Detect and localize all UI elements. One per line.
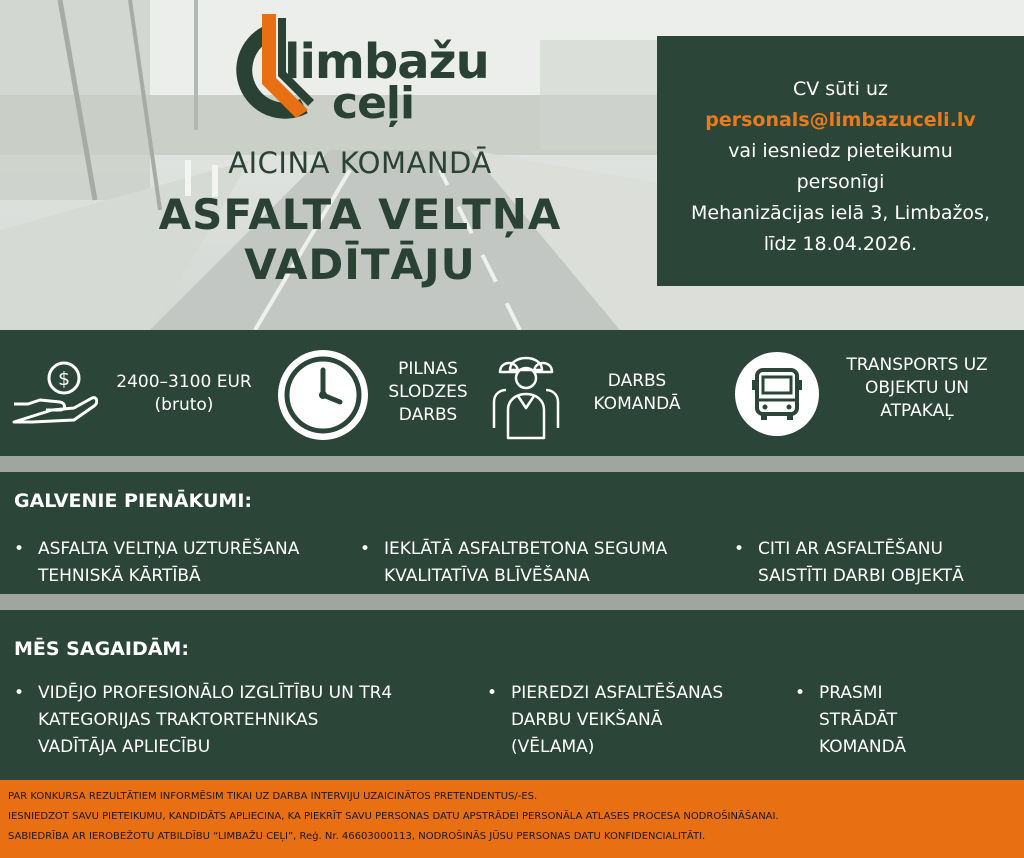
footer-line-1: PAR KONKURSA REZULTĀTIEM INFORMĒSIM TIKAI UZ DARBA INTERVIJU UZAICINĀTOS PRETENDENTUS/-ES. bbox=[8, 791, 538, 802]
requirement-item-line-1: PRASMI bbox=[819, 683, 883, 703]
duty-item-line-2: KVALITATĪVA BLĪVĒŠANA bbox=[384, 566, 590, 586]
bus-icon bbox=[735, 352, 819, 436]
cv-line-1: CV sūti uz bbox=[792, 78, 889, 100]
duty-item: • CITI AR ASFALTĒŠANU SAISTĪTI DARBI OBJEKTĀ bbox=[734, 536, 1019, 590]
fulltime-benefit bbox=[378, 358, 478, 427]
hero-banner bbox=[0, 0, 1024, 330]
cv-address: Mehanizācijas ielā 3, Limbažos, bbox=[691, 202, 990, 224]
team-line-1: DARBS bbox=[607, 371, 667, 391]
job-title-line-2: VADĪTĀJU bbox=[244, 240, 476, 289]
requirement-item-line-1: VIDĒJO PROFESIONĀLO IZGLĪTĪBU UN TR4 bbox=[38, 683, 393, 703]
job-title bbox=[110, 190, 610, 290]
legal-footer bbox=[0, 780, 1024, 858]
fulltime-line-1: PILNAS bbox=[398, 359, 458, 379]
clock-icon bbox=[278, 350, 368, 440]
requirement-item-line-3: (VĒLAMA) bbox=[511, 737, 595, 757]
divider bbox=[0, 594, 1024, 610]
team-line-2: KOMANDĀ bbox=[593, 394, 681, 414]
requirement-item: • PRASMI STRĀDĀT KOMANDĀ bbox=[795, 680, 995, 761]
workers-icon bbox=[488, 348, 564, 440]
requirement-item-line-3: KOMANDĀ bbox=[819, 737, 907, 757]
transport-line-3: ATPAKAĻ bbox=[880, 401, 954, 421]
duties-title: GALVENIE PIENĀKUMI: bbox=[14, 490, 253, 512]
footer-line-2: IESNIEDZOT SAVU PIETEIKUMU, KANDIDĀTS APLIECINA, KA PIEKRĪT SAVU PERSONAS DATU APSTRĀDEI PERSONĀLA ATLASES PROCESA NODROŠINĀŠANAI. bbox=[8, 811, 779, 822]
job-title-line-1: ASFALTA VELTŅA bbox=[158, 190, 562, 239]
duty-item: • ASFALTA VELTŅA UZTURĒŠANA TEHNISKĀ KĀRTĪBĀ bbox=[14, 536, 364, 590]
requirement-item: • PIEREDZI ASFALTĒŠANAS DARBU VEIKŠANĀ (VĒLAMA) bbox=[487, 680, 777, 761]
duty-item-line-1: ASFALTA VELTŅA UZTURĒŠANA bbox=[38, 539, 300, 559]
transport-benefit bbox=[828, 354, 1006, 423]
cv-deadline: līdz 18.04.2026. bbox=[763, 233, 918, 255]
duty-item: • IEKLĀTĀ ASFALTBETONA SEGUMA KVALITATĪVA BLĪVĒŠANA bbox=[360, 536, 740, 590]
invite-heading: AICINA KOMANDĀ bbox=[228, 146, 492, 180]
requirement-item-line-2: DARBU VEIKŠANĀ bbox=[511, 710, 663, 730]
duty-item-line-1: CITI AR ASFALTĒŠANU bbox=[758, 539, 943, 559]
logo-text-celi: ceļi bbox=[332, 78, 415, 129]
svg-text:$: $ bbox=[57, 368, 71, 390]
requirement-item: • VIDĒJO PROFESIONĀLO IZGLĪTĪBU UN TR4 KATEGORIJAS TRAKTORTEHNIKAS VADĪTĀJA APLIECĪBU bbox=[14, 680, 484, 761]
logo-text-limbazu: limbažu bbox=[284, 34, 489, 90]
duty-item-line-1: IEKLĀTĀ ASFALTBETONA SEGUMA bbox=[384, 539, 668, 559]
duties-section bbox=[0, 472, 1024, 594]
divider bbox=[0, 456, 1024, 472]
fulltime-line-2: SLODZES bbox=[388, 382, 468, 402]
money-hand-icon bbox=[12, 360, 98, 428]
requirement-item-line-2: KATEGORIJAS TRAKTORTEHNIKAS bbox=[38, 710, 319, 730]
team-benefit bbox=[582, 370, 692, 416]
benefits-bar bbox=[0, 330, 1024, 456]
fulltime-line-3: DARBS bbox=[398, 405, 458, 425]
requirements-section bbox=[0, 610, 1024, 780]
transport-line-1: TRANSPORTS UZ bbox=[846, 355, 988, 375]
requirement-item-line-1: PIEREDZI ASFALTĒŠANAS bbox=[511, 683, 724, 703]
salary-range: 2400–3100 EUR bbox=[116, 372, 252, 392]
company-logo bbox=[222, 14, 489, 132]
bus-icon-badge bbox=[735, 352, 819, 436]
footer-line-3: SABIEDRĪBA AR IEROBEŽOTU ATBILDĪBU “LIMBAŽU CEĻI”, Reģ. Nr. 46603000113, NODROŠINĀS JŪSU PERSONAS DATU KONFIDENCIALITĀTI. bbox=[8, 831, 706, 842]
cv-line-3: personīgi bbox=[796, 171, 885, 193]
application-info-box bbox=[657, 36, 1024, 286]
contact-email-link[interactable]: personals@limbazuceli.lv bbox=[705, 109, 976, 131]
clock-icon-badge bbox=[278, 350, 368, 440]
cv-line-2: vai iesniedz pieteikumu bbox=[728, 140, 953, 162]
requirement-item-line-3: VADĪTĀJA APLIECĪBU bbox=[38, 737, 211, 757]
salary-benefit bbox=[104, 371, 264, 417]
salary-note: (bruto) bbox=[154, 395, 214, 415]
transport-line-2: OBJEKTU UN bbox=[864, 378, 970, 398]
duty-item-line-2: SAISTĪTI DARBI OBJEKTĀ bbox=[758, 566, 964, 586]
requirements-title: MĒS SAGAIDĀM: bbox=[14, 638, 189, 660]
duty-item-line-2: TEHNISKĀ KĀRTĪBĀ bbox=[38, 566, 201, 586]
requirement-item-line-2: STRĀDĀT bbox=[819, 710, 898, 730]
